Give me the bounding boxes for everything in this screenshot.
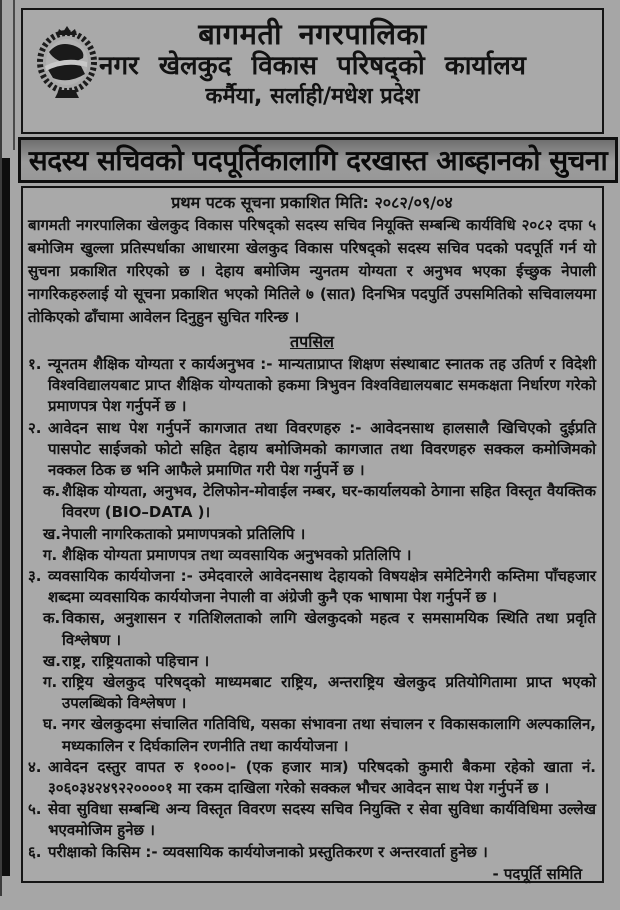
notice-item-2-sub-kha	[43, 524, 596, 545]
notice-item-3-sub-ga	[43, 672, 596, 714]
notice-title: सदस्य सचिवको पदपूर्तिकालागि दरखास्त आब्हानको सुचना	[28, 144, 608, 177]
notice-item-2-sub-ka	[43, 481, 596, 523]
address-line: कर्मैया, सर्लाही/मधेश प्रदेश	[205, 84, 420, 109]
notice-item-3-sub-ka	[43, 608, 596, 650]
subitem-text: राष्ट्र, राष्ट्रियताको पहिचान ।	[62, 651, 210, 670]
municipality-title: बागमती नगरपालिका	[198, 17, 427, 51]
notice-item-5	[28, 799, 596, 841]
subitem-letter: ग.	[43, 545, 58, 564]
item-number: ६.	[28, 842, 42, 861]
item-number: ५.	[28, 800, 42, 819]
letterhead	[21, 8, 604, 134]
notice-item-3-sub-gha	[43, 714, 596, 756]
scan-edge-line-top	[13, 0, 15, 150]
publication-date-line: प्रथम पटक सूचना प्रकाशित मिति: २०८२/०९/०४	[171, 193, 453, 212]
subitem-text: शैक्षिक योग्यता, अनुभव, टेलिफोन-मोवाईल नम्बर, घर-कार्यालयको ठेगाना सहित विस्तृत वैयक्तिक विवरण (BIO–DATA )।	[62, 482, 596, 522]
item-number: १.	[28, 355, 42, 373]
item-text: व्यवसायिक कार्ययोजना :- उमेदवारले आवेदनसाथ देहायको विषयक्षेत्र समेटिनेगरी कम्तिमा पाँचहजार शब्दमा व्यवसायिक कार्ययोजना नेपाली वा अंग्रेजी कुनै एक भाषामा पेश गर्नुपर्ने छ ।	[48, 567, 596, 607]
subitem-letter: क.	[43, 482, 61, 501]
subitem-letter: क.	[43, 609, 61, 628]
notice-body	[21, 186, 604, 883]
section-heading-text: तपसिल	[289, 332, 335, 351]
notice-item-1	[28, 354, 596, 418]
signature-line: - पदपूर्ति समिति	[492, 864, 582, 883]
item-text: परीक्षाको किसिम :- व्यवसायिक कार्ययोजनाको प्रस्तुतिकरण र अन्तरवार्ता हुनेछ ।	[48, 842, 488, 861]
notice-item-6	[28, 842, 596, 863]
subitem-text: राष्ट्रिय खेलकुद परिषद्को माध्यमबाट राष्ट्रिय, अन्तराष्ट्रिय खेलकुद प्रतियोगितामा प्राप्त भएको उपलब्धिको विश्लेषण ।	[62, 673, 596, 713]
notice-item-2	[28, 418, 596, 482]
item-text: न्यूनतम शैक्षिक योग्यता र कार्यअनुभव :- मान्यताप्राप्त शिक्षण संस्थाबाट स्नातक तह उतिर्ण र विदेशी विश्वविद्यालयबाट प्राप्त शैक्षिक योग्यताको हकमा त्रिभुवन विश्वविद्यालयबाट समकक्षता निर्धारण गरेको प्रमाणपत्र पेश गर्नुपर्ने छ ।	[48, 355, 596, 416]
notice-item-4	[28, 757, 596, 799]
section-heading	[28, 330, 596, 354]
nepal-emblem-icon	[35, 24, 99, 102]
subitem-letter: ख.	[43, 524, 61, 543]
subitem-letter: ख.	[43, 651, 61, 670]
subitem-text: विकास, अनुशासन र गतिशिलताको लागि खेलकुदको महत्व र समसामयिक स्थिति तथा प्रवृति विश्लेषण ।	[62, 609, 596, 649]
scan-black-bar	[2, 158, 10, 876]
notice-item-3-sub-kha	[43, 651, 596, 672]
intro-paragraph: बागमती नगरपालिका खेलकुद विकास परिषद्को सदस्य सचिव नियूक्ति सम्बन्धि कार्यविधि २०८२ दफा ५ बमोजिम खुल्ला प्रतिस्पर्धाका आधारमा खेलकुद विकास परिषद्को सदस्य सचिव पदको पदपूर्ति गर्न यो सुचना प्रकाशित गरिएको छ । देहाय बमोजिम न्युनतम योग्यता र अनुभव भएका ईच्छुक नेपाली नागरिकहरुलाई यो सूचना प्रकाशित भएको मितिले ७ (सात) दिनभित्र पदपुर्ति उपसमितिको सचिवालयमा तोकिएको ढाँचामा आवेलन दिनुहुन सुचित गरिन्छ ।	[28, 216, 596, 326]
item-text: सेवा सुविधा सम्बन्धि अन्य विस्तृत विवरण सदस्य सचिव नियुक्ति र सेवा सुविधा कार्यविधिमा उल्लेख भएवमोजिम हुनेछ ।	[48, 800, 596, 840]
item-text: आवेदन दस्तुर वापत रु १०००।- (एक हजार मात्र) परिषदको कुमारी बैकमा रहेको खाता नं. ३०६०३४२४९२२००००१ मा रकम दाखिला गरेको सक्कल भौचर आवेदन साथ पेश गर्नुपर्ने छ ।	[48, 757, 596, 798]
office-name: नगर खेलकुद विकास परिषद्को कार्यालय	[99, 51, 526, 81]
item-text: आवेदन साथ पेश गर्नुपर्ने कागजात तथा विवरणहरु :- आवेदनसाथ हालसालै खिचिएको दुईप्रति पासपोट साईजको फोटो सहित देहाय बमोजिमको कागजात तथा विवरणहरु सक्कल कमोजिमको नक्कल ठिक छ भनि आफैले प्रमाणित गरी पेश गर्नुपर्ने छ ।	[48, 418, 596, 480]
item-number: २.	[28, 418, 42, 437]
subitem-text: नगर खेलकुदमा संचालित गतिविधि, यसका संभावना तथा संचालन र विकासकालागि अल्पकालिन, मध्यकालिन र दिर्घकालिन रणनीति तथा कार्ययोजना ।	[62, 715, 596, 755]
item-number: ४.	[28, 757, 42, 776]
subitem-text: नेपाली नागरिकताको प्रमाणपत्रको प्रतिलिपि ।	[62, 524, 306, 543]
notice-item-2-sub-ga	[43, 545, 596, 566]
item-number: ३.	[28, 567, 42, 586]
subitem-letter: ग.	[43, 673, 58, 692]
notice-title-banner	[18, 137, 618, 183]
notice-item-3	[28, 566, 596, 608]
subitem-text: शैक्षिक योग्यता प्रमाणपत्र तथा व्यवसायिक अनुभवको प्रतिलिपि ।	[62, 545, 412, 564]
subitem-letter: घ.	[43, 715, 58, 734]
